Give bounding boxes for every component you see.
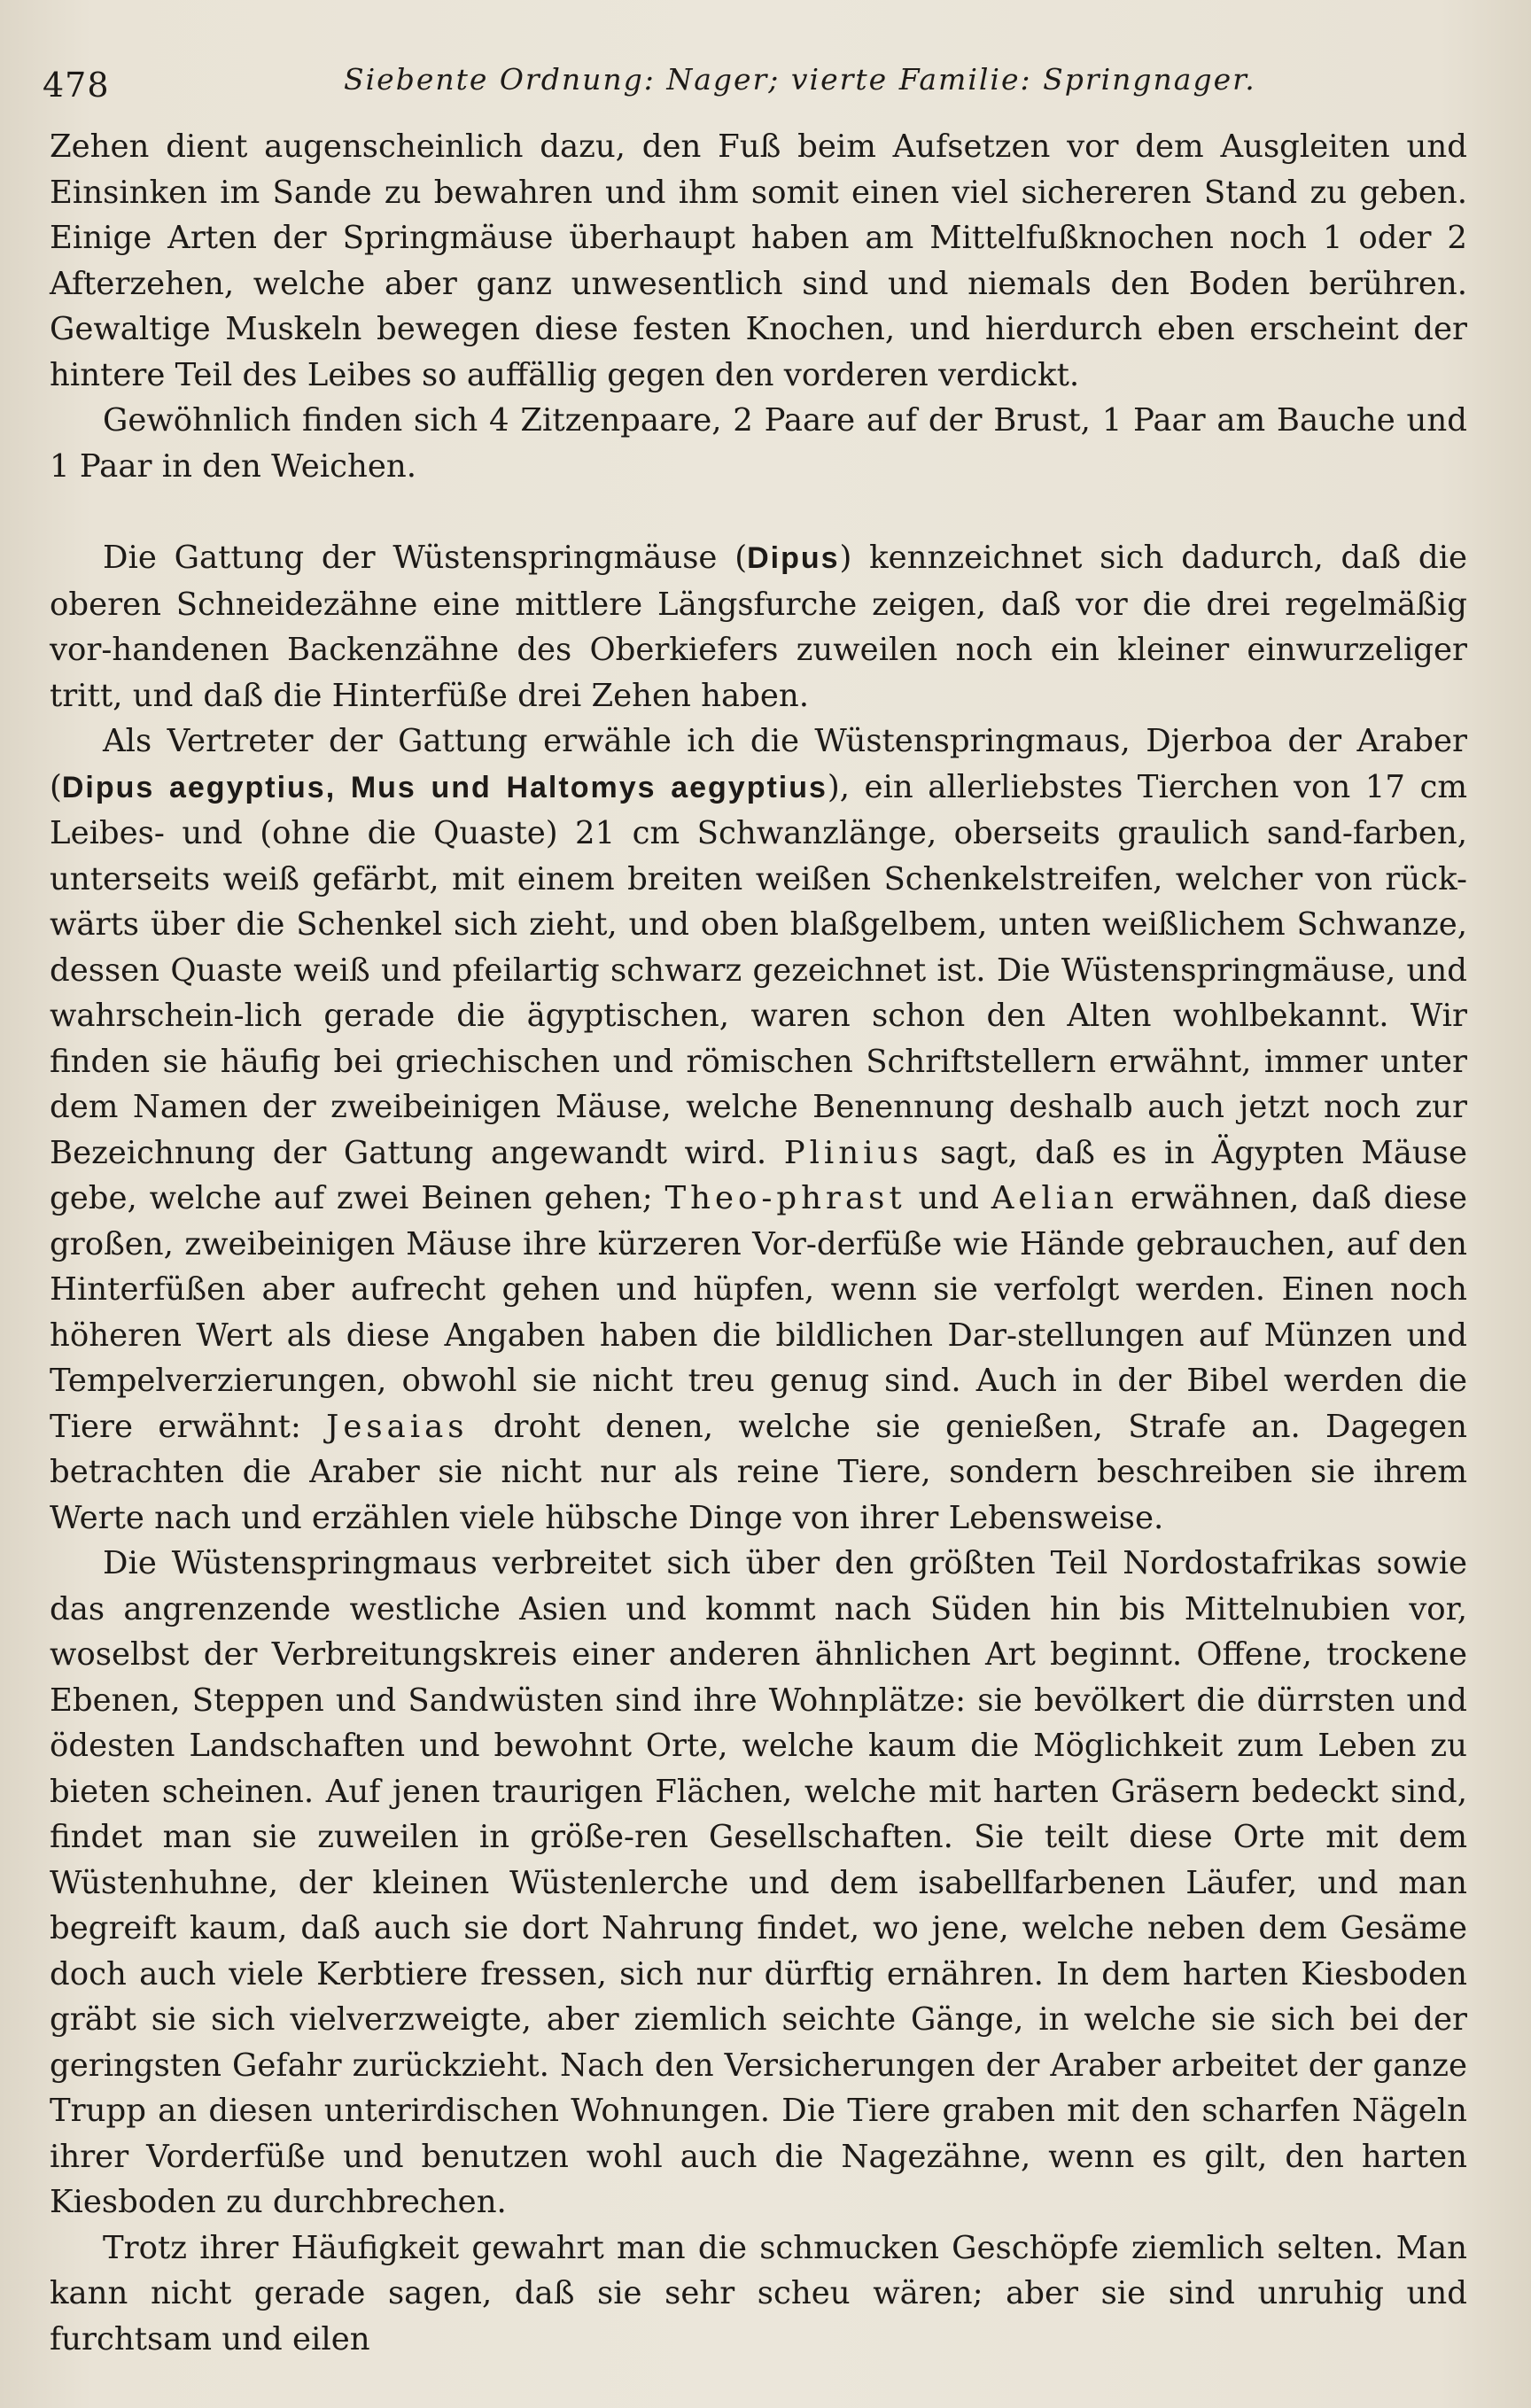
page-header	[43, 62, 1478, 115]
latin-name: Dipus	[747, 541, 840, 575]
text-run: und	[905, 1180, 991, 1216]
paragraph-distribution: Die Wüstenspringmaus verbreitet sich über den größten Teil Nordostafrikas sowie das angrenzende westliche Asien und kommt nach Süden hin bis Mittelnubien vor, woselbst der Verbreitungskreis einer anderen ähnlichen Art beginnt. Offene, trockene Ebenen, Steppen und Sandwüsten sind ihre Wohnplätze: sie bevölkert die dürrsten und ödesten Landschaften und bewohnt Orte, welche kaum die Möglichkeit zum Leben zu bieten scheinen. Auf jenen traurigen Flächen, welche mit harten Gräsern bedeckt sind, findet man sie zuweilen in größe-ren Gesellschaften. Sie teilt diese Orte mit dem Wüstenhuhne, der kleinen Wüstenlerche und dem isabellfarbenen Läufer, und man begreift kaum, daß auch sie dort Nahrung findet, wo jene, welche neben dem Gesäme doch auch viele Kerbtiere fressen, sich nur dürftig ernähren. In dem harten Kiesboden gräbt sie sich vielverzweigte, aber ziemlich seichte Gänge, in welche sie sich bei der geringsten Gefahr zurückzieht. Nach den Versicherungen der Araber arbeitet der ganze Trupp an diesen unterirdischen Wohnungen. Die Tiere graben mit den scharfen Nägeln ihrer Vorderfüße und benutzen wohl auch die Nagezähne, wenn es gilt, den harten Kiesboden zu durchbrechen.	[50, 1545, 1467, 2220]
paragraph-feet-continuation: Zehen dient augenscheinlich dazu, den Fuß beim Aufsetzen vor dem Ausgleiten und Einsinken im Sande zu bewahren und ihm somit einen viel sichereren Stand zu geben. Einige Arten der Springmäuse überhaupt haben am Mittelfußknochen noch 1 oder 2 Afterzehen, welche aber ganz unwesentlich sind und niemals den Boden berühren. Gewaltige Muskeln bewegen diese festen Knochen, und hierdurch eben erscheint der hintere Teil des Leibes so auffällig gegen den vorderen verdickt.	[50, 128, 1467, 393]
author-name: Jesaias	[326, 1408, 469, 1445]
text-run: ), ein allerliebstes Tierchen von 17 cm Leibes- und (ohne die Quaste) 21 cm Schwanzlänge, oberseits graulich sand-farben, unterseits weiß gefärbt, mit einem breiten weißen Schenkelstreifen, welcher von rück-wärts über die Schenkel sich zieht, und oben blaßgelbem, unten weißlichem Schwanze, dessen Quaste weiß und pfeilartig schwarz gezeichnet ist. Die Wüstenspringmäuse, und wahrschein-lich gerade die ägyptischen, waren schon den Alten wohlbekannt. Wir finden sie häufig bei griechischen und römischen Schriftstellern erwähnt, immer unter dem Namen der zweibeinigen Mäuse, welche Benennung deshalb auch jetzt noch zur Bezeichnung der Gattung angewandt wird.	[50, 768, 1467, 1171]
paragraph-jerboa-description	[50, 719, 1467, 1541]
text-run: erwähnen, daß diese großen, zweibeinigen Mäuse ihre kürzeren Vor-derfüße wie Hände gebrauchen, auf den Hinterfüßen aber aufrecht gehen und hüpfen, wenn sie verfolgt werden. Einen noch höheren Wert als diese Angaben haben die bildlichen Dar-stellungen auf Münzen und Tempelverzierungen, obwohl sie nicht treu genug sind. Auch in der Bibel werden die Tiere erwähnt:	[50, 1180, 1467, 1445]
paragraph-genus-dipus	[50, 535, 1467, 719]
page-number: 478	[43, 66, 110, 105]
paragraph-teats: Gewöhnlich finden sich 4 Zitzenpaare, 2 Paare auf der Brust, 1 Paar am Bauche und 1 Paar in den Weichen.	[50, 402, 1467, 485]
body-text	[50, 124, 1467, 2362]
paragraph-behavior: Trotz ihrer Häufigkeit gewahrt man die schmucken Geschöpfe ziemlich selten. Man kann nicht gerade sagen, daß sie sehr scheu wären; aber sie sind unruhig und furchtsam und eilen	[50, 2229, 1467, 2358]
text-run: sagt, daß es in Ägypten Mäuse gebe, welche auf zwei Beinen gehen;	[50, 1134, 1468, 1216]
author-name: Aelian	[991, 1180, 1119, 1216]
author-name: Theo-phrast	[664, 1180, 906, 1216]
text-run: ) kennzeichnet sich dadurch, daß die oberen Schneidezähne eine mittlere Längsfurche zeigen, daß vor die drei regelmäßig vor-handenen Backenzähne des Oberkiefers zuweilen noch ein kleiner einwurzeliger tritt, und daß die Hinterfüße drei Zehen haben.	[50, 540, 1467, 714]
latin-name: Dipus aegyptius, Mus und Haltomys aegyptius	[61, 770, 828, 804]
running-head: Siebente Ordnung: Nager; vierte Familie: Springnager.	[344, 62, 1256, 97]
text-run: Die Gattung der Wüstenspringmäuse (	[103, 540, 748, 576]
author-name: Plinius	[783, 1134, 923, 1171]
text-run: Als Vertreter der Gattung erwähle ich die Wüstenspringmaus, Djerboa der Araber (	[50, 723, 1467, 805]
text-run: droht denen, welche sie genießen, Strafe an. Dagegen betrachten die Araber sie nicht nur als reine Tiere, sondern beschreiben sie ihrem Werte nach und erzählen viele hübsche Dinge von ihrer Lebensweise.	[50, 1408, 1468, 1536]
